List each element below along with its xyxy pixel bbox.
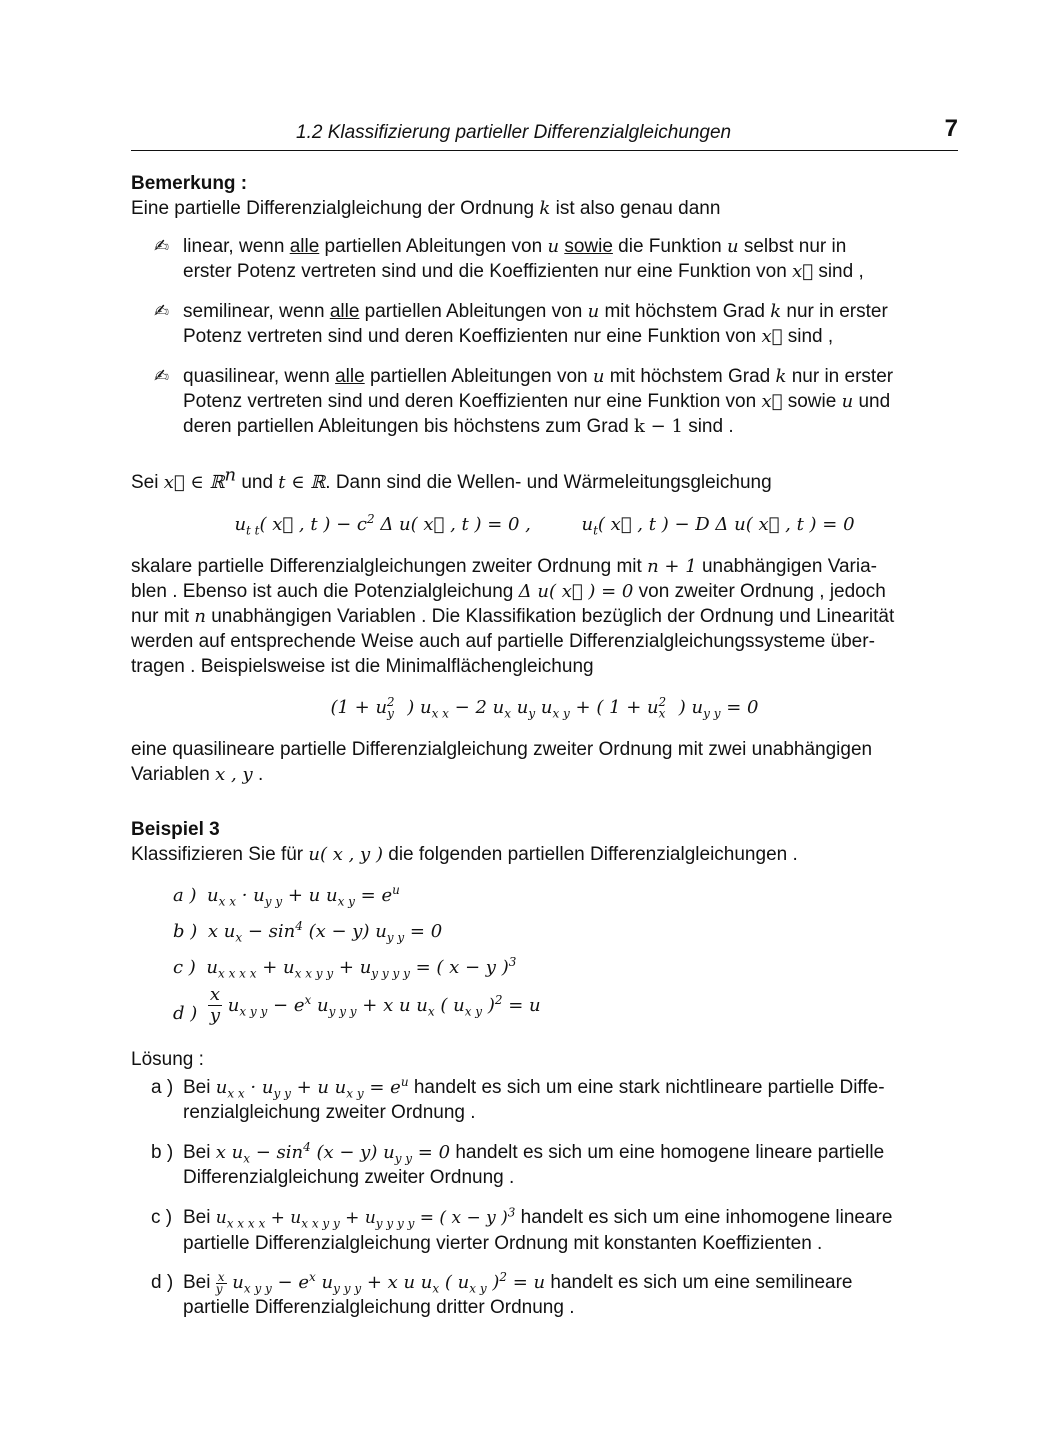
paragraph-quasilinear: eine quasilineare partielle Differenzialgleichung zweiter Ordnung mit zwei unabhängigen Variablen x , y . [131,739,873,785]
example-equation-b: b ) x $u_x - \sin^4 (x - y) u_{y y} = 0$ [173,919,443,945]
remark-item-linear: linear, wenn alle partiellen Ableitungen von u sowie die Funktion u selbst nur in erster Potenz vertreten sind und die Koeffizienten nur eine Funktion von x⃗ sind , [183,236,864,282]
header-title: 1.2 Klassifizierung partieller Differenzialgleichungen [296,122,732,143]
example-equation-c: c ) $u_{x x x x} + u_{x x y y} + u_{y y y y}$ = ( x − y )$^3$ [173,955,517,981]
writing-hand-icon: ✍ [154,366,170,387]
equation-minimal-surface: ($1 + u_y^2$ ) $u_{x x} - 2$ $u_x$ $u_y$ $u_{x y}$ + ( $1 + u_x^2$ ) $u_{y y} = 0$ [330,695,759,721]
writing-hand-icon: ✍ [154,236,170,257]
remark-item-semilinear: semilinear, wenn alle partiellen Ableitungen von u mit höchstem Grad k nur in erster Potenz vertreten sind und deren Koeffizienten nur eine Funktion von x⃗ sind , [183,301,888,347]
remark-heading: Bemerkung : [131,173,248,194]
equation-wave-heat: $u_{t t}$( x⃗ , t ) − $c^2$ Δ u( x⃗ , t ) = 0 , $u_t$( x⃗ , t ) − D Δ u( x⃗ , t ) = 0 [234,512,855,538]
running-header [131,115,958,151]
page-number: 7 [944,115,958,142]
example-equation-d: d ) $\frac{x}{y}$ $u_{x y y} - e^x$ $u_{y y y} + x$ u $u_x$ ( $u_{x y}$ )$^2$ = u [173,984,541,1026]
remark-intro: Eine partielle Differenzialgleichung der Ordnung k ist also genau dann [131,198,721,219]
remark-item-quasilinear: quasilinear, wenn alle partiellen Ableitungen von u mit höchstem Grad k nur in erster Potenz vertreten sind und deren Koeffizienten nur eine Funktion von x⃗ sowie u und deren partiellen Ableitungen bis höchstens zum Grad k − 1 sind . [183,366,894,437]
paragraph-classification: skalare partielle Differenzialgleichungen zweiter Ordnung mit n + 1 unabhängigen Varia- blen . Ebenso ist auch die Potenzialgleichung Δ u( x⃗ ) = 0 von zweiter Ordnung , jedoch nur mit n unabhängigen Variablen . Die Klassifikation bezüglich der Ordnung und Linearität werden auf entsprechende Weise auch auf partielle Differenzialgleichungssysteme über- tragen . Beispielsweise ist die Minimalflächengleichung [131,556,895,677]
paragraph-sei: Sei x⃗ ∈ ℝ$^n$ und t ∈ ℝ. Dann sind die Wellen- und Wärmeleitungsgleichung [131,464,772,493]
writing-hand-icon: ✍ [154,301,170,322]
solution-heading: Lösung : [131,1049,204,1070]
example-equation-a: a ) $u_{x x} \cdot u_{y y} + u$ $u_{x y} = e^u$ [173,883,400,909]
example-intro: Klassifizieren Sie für u( x , y ) die folgenden partiellen Differenzialgleichungen . [131,844,798,865]
example-heading: Beispiel 3 [131,819,220,840]
